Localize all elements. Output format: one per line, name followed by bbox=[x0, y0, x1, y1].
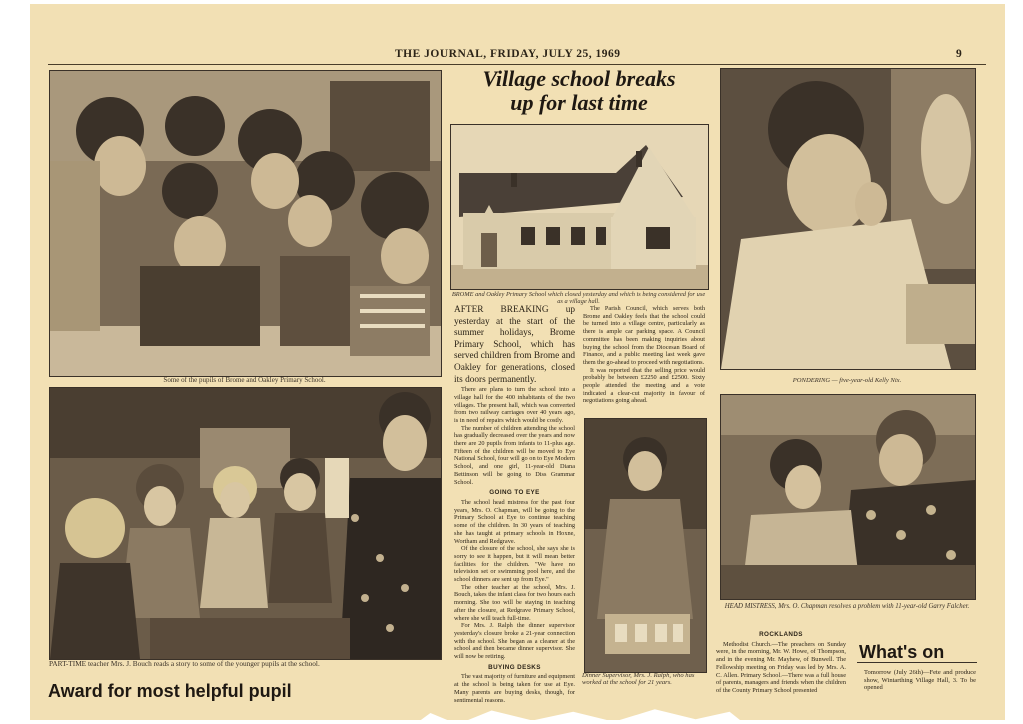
paragraph: The other teacher at the school, Mrs. J. Bouch, takes the infant class for two hours each morning. She too will be staying in teaching after the closure, at Redgrave Primary School, where she will teach full-time. bbox=[454, 583, 575, 622]
photo-boy bbox=[720, 68, 976, 370]
paragraph: For Mrs. J. Ralph the dinner supervisor yesterday's closure broke a 21-year connection with the school. She began as a cleaner at the school and then became dinner supervisor. She will now be retiring. bbox=[454, 622, 575, 661]
headline-line-2: up for last time bbox=[510, 90, 648, 115]
subhead-going-to-eye: GOING TO EYE bbox=[489, 489, 540, 497]
paragraph: Of the closure of the school, she says she is sorry to see it happen, but it will mean better facilities for the children. "We have no television set or swimming pool here, and the school dinners are sent up from Eye." bbox=[454, 545, 575, 584]
article-lead: AFTER BREAKING up yesterday at the start of the summer holidays, Brome Primary School, which has served children from Brome and Oakley for generations, closed its doors permanently. bbox=[454, 305, 575, 385]
photo-pupils bbox=[49, 70, 442, 377]
whats-on-text: Tomorrow (July 26th)—Fete and produce show, Wintarthing Village Hall, 3. To be opened bbox=[864, 669, 976, 692]
paragraph: There are plans to turn the school into a village hall for the 400 inhabitants of the two villages. The present hall, which was converted from two railway carriages over 40 years ago, is in need of repairs which would be costly. bbox=[454, 386, 575, 424]
photo-headmistress bbox=[720, 394, 976, 600]
caption-supervisor: Dinner Supervisor, Mrs. J. Ralph, who has worked at the school for 21 years. bbox=[582, 672, 695, 686]
paragraph: The number of children attending the school has gradually decreased over the years and now there are 20 pupils from infants to 11-plus age. Fifteen of the children will be moved to Eye National School, four will go on to Eye Modern School, and one girl, 11-year-old Diana Bettinson will be going to Diss Grammar School. bbox=[454, 424, 575, 486]
paragraph: The school head mistress for the past four years, Mrs. O. Chapman, will be going to the Primary School at Eye to continue teaching some of the children. In 30 years of teaching she has taught at primary schools in Hoxne, Wortham and Redgrave. bbox=[454, 499, 575, 545]
page-number: 9 bbox=[956, 48, 963, 60]
whats-on-title: What's on bbox=[859, 642, 945, 662]
photo-supervisor bbox=[584, 418, 707, 673]
paragraph: The Parish Council, which serves both Brome and Oakley feels that the school could be turned into a village centre, particularly as there is ample car parking space. A Council committee has been making inquiries about buying the school from the Diocesan Board of Finance, and a public meeting last week gave them the go-ahead to proceed with negotiations. bbox=[583, 305, 705, 366]
newspaper-page bbox=[30, 4, 1005, 720]
caption-headmistress: HEAD MISTRESS, Mrs. O. Chapman resolves a problem with 11-year-old Garry Falcher. bbox=[724, 603, 970, 610]
paragraph: The vast majority of furniture and equipment at the school is being taken for use at Eye. Many parents are buying desks, though, for sentimental reasons. bbox=[454, 673, 575, 704]
photo-school bbox=[450, 124, 709, 290]
whats-on-rule bbox=[857, 662, 977, 663]
article-column-2 bbox=[583, 305, 705, 413]
caption-pupils: Some of the pupils of Brome and Oakley Primary School. bbox=[163, 376, 326, 384]
caption-story: PART-TIME teacher Mrs. J. Bouch reads a story to some of the younger pupils at the school. bbox=[49, 659, 320, 668]
headline bbox=[448, 67, 710, 115]
award-headline: Award for most helpful pupil bbox=[48, 681, 292, 701]
article-column-1 bbox=[454, 305, 575, 710]
rocklands-heading: ROCKLANDS bbox=[759, 631, 803, 638]
photo-story bbox=[49, 387, 442, 660]
paragraph: It was reported that the selling price would probably be between £2250 and £2500. Sixty people attended the meeting and a vote indicated a clear-cut majority in favour of negotiations going ahead. bbox=[583, 366, 705, 405]
masthead bbox=[30, 48, 1005, 64]
caption-school: BROME and Oakley Primary School which closed yesterday and which is being considered for use as a village hall. bbox=[451, 291, 706, 305]
headline-line-1: Village school breaks bbox=[482, 66, 676, 91]
page-margin bbox=[1005, 0, 1023, 724]
rocklands-column bbox=[716, 631, 846, 720]
masthead-date: THE JOURNAL, FRIDAY, JULY 25, 1969 bbox=[395, 48, 621, 60]
rocklands-text: Methodist Church.—The preachers on Sunday were, in the morning, Mr. W. Howe, of Thompson, and in the evening Mr. Mayhew, of Bunwell. The Fellowship meeting on Friday was led by Mrs. A. C. Allen. Primary School.—There was a full house of parents, managers and friends when the children of the County Primary School presented bbox=[716, 640, 846, 694]
caption-boy: PONDERING — five-year-old Kelly Nix. bbox=[792, 377, 902, 384]
subhead-buying-desks: BUYING DESKS bbox=[488, 663, 541, 671]
masthead-rule bbox=[48, 64, 986, 65]
